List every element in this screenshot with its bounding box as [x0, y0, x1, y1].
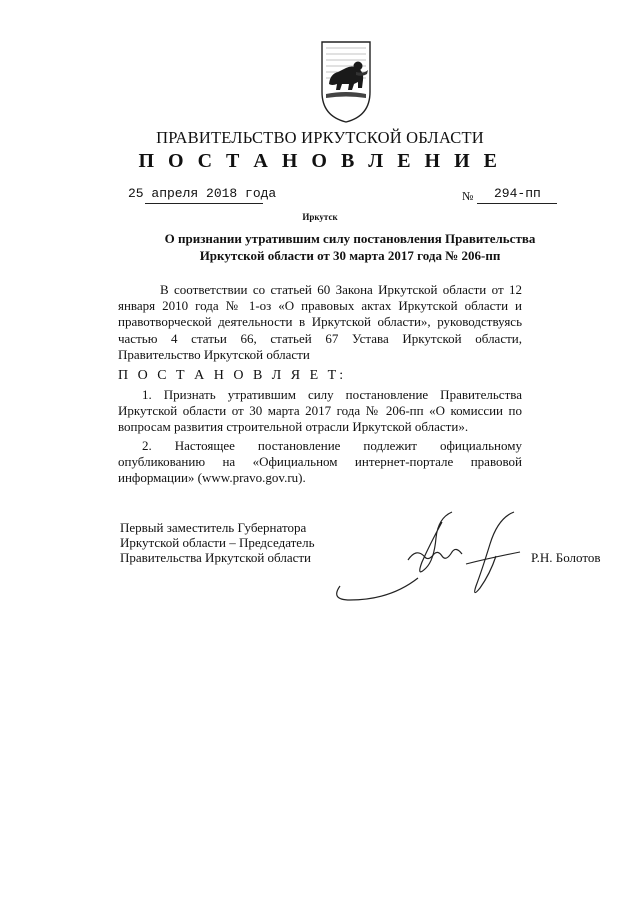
irkutsk-coat-of-arms-icon [318, 38, 374, 124]
signer-name: Р.Н. Болотов [531, 550, 601, 565]
preamble-paragraph: В соответствии со статьей 60 Закона Иркутской области от 12 января 2010 года № 1-оз «О правовых актах Иркутской области и правотворческой деятельности в Иркутской области», руководствуясь частью 4 статьи 66, статьей 67 Устава Иркутской области, Правительство Иркутской области [118, 282, 522, 362]
document-date: 25 апреля 2018 года [128, 186, 277, 201]
signer-position-line3: Правительства Иркутской области [120, 550, 312, 565]
government-title: ПРАВИТЕЛЬСТВО ИРКУТСКОЙ ОБЛАСТИ [156, 128, 484, 147]
signer-position [120, 520, 315, 565]
handwritten-signature-icon [330, 508, 530, 608]
signer-position-line1: Первый заместитель Губернатора [120, 520, 307, 535]
city: Иркутск [302, 212, 338, 222]
decree-item-2: 2. Настоящее постановление подлежит официальному опубликованию на «Официальном интернет-портале правовой информации» (www.pravo.gov.ru). [118, 438, 522, 486]
number-underline [477, 203, 557, 204]
document-subject: О признании утратившим силу постановления Правительства Иркутской области от 30 марта 2017 года № 206-пп [164, 231, 536, 263]
signer-position-line2: Иркутской области – Председатель [120, 535, 315, 550]
document-type: П О С Т А Н О В Л Е Н И Е [138, 150, 502, 172]
decree-heading: П О С Т А Н О В Л Я Е Т: [118, 368, 347, 383]
decree-item-1: 1. Признать утратившим силу постановление Правительства Иркутской области от 30 марта 2017 года № 206-пп «О комиссии по вопросам развития строительной отрасли Иркутской области». [118, 387, 522, 435]
document-number: 294-пп [494, 186, 541, 201]
number-sign: № [462, 189, 474, 203]
date-underline [145, 203, 263, 204]
